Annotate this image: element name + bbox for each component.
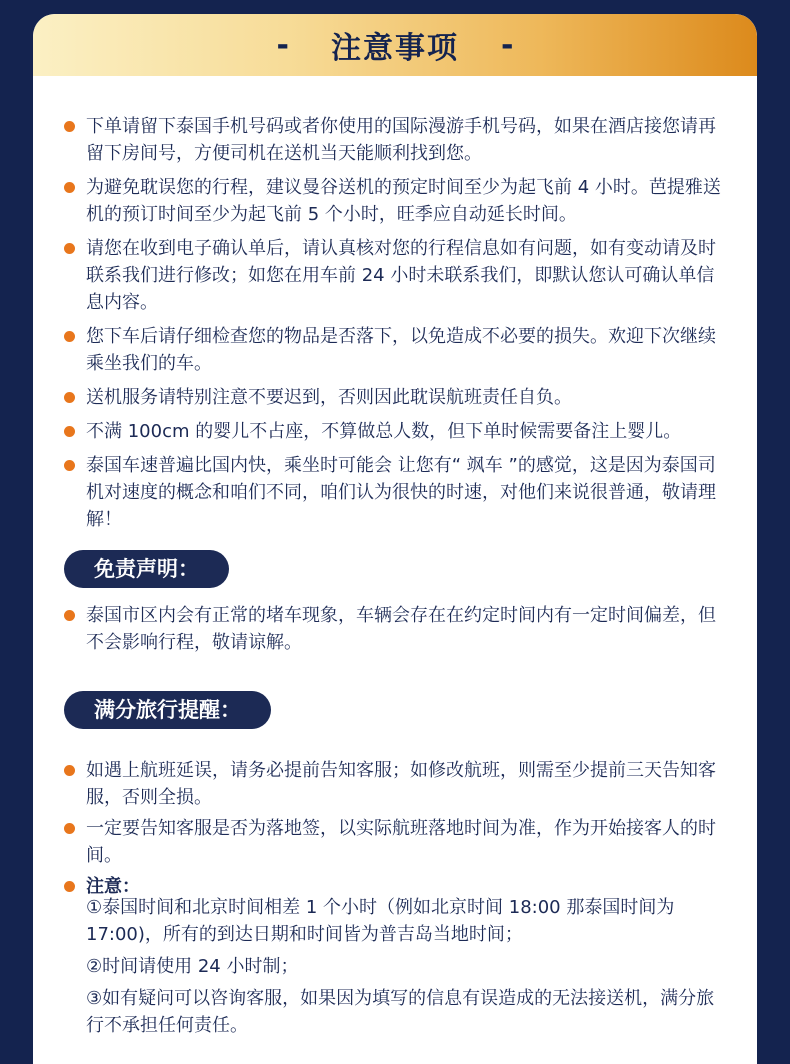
note-text: 不满 100cm 的婴儿不占座，不算做总人数，但下单时候需要备注上婴儿。 <box>86 421 682 442</box>
disclaimer-heading: 免责声明： <box>64 550 229 588</box>
list-item <box>33 174 757 228</box>
note-text: 您下车后请仔细检查您的物品是否落下，以免造成不必要的损失。欢迎下次继续乘坐我们的车。 <box>86 326 716 374</box>
list-item <box>33 757 757 811</box>
notice-label: 注意： <box>86 876 140 897</box>
bullet-icon <box>64 460 75 471</box>
note-text: 送机服务请特别注意不要迟到，否则因此耽误航班责任自负。 <box>86 387 572 408</box>
header-dash-left: - <box>276 27 289 63</box>
list-item <box>33 418 757 445</box>
bullet-icon <box>64 182 75 193</box>
bullet-icon <box>64 392 75 403</box>
list-item <box>33 602 757 656</box>
note-text: 泰国车速普遍比国内快，乘坐时可能会 让您有“ 飒车 ”的感觉，这是因为泰国司机对速度的概念和咱们不同，咱们认为很快的时速，对他们来说很普通，敬请理解！ <box>86 455 716 530</box>
page-title: 注意事项 <box>331 31 459 66</box>
note-text: 下单请留下泰国手机号码或者你使用的国际漫游手机号码，如果在酒店接您请再留下房间号，方便司机在送机当天能顺利找到您。 <box>86 116 716 164</box>
reminder-heading: 满分旅行提醒： <box>64 691 271 729</box>
bullet-icon <box>64 243 75 254</box>
bullet-icon <box>64 426 75 437</box>
bullet-icon <box>64 331 75 342</box>
bullet-icon <box>64 823 75 834</box>
bullet-icon <box>64 765 75 776</box>
notice-item: ①泰国时间和北京时间相差 1 个小时（例如北京时间 18:00 那泰国时间为 17:00)，所有的到达日期和时间皆为普吉岛当地时间； <box>86 897 675 945</box>
list-item <box>33 384 757 411</box>
bullet-icon <box>64 610 75 621</box>
reminder-list <box>33 757 757 904</box>
list-item <box>33 113 757 167</box>
notice-header <box>33 14 757 76</box>
list-item <box>33 323 757 377</box>
notice-sublist <box>33 894 757 1044</box>
notice-item: ③如有疑问可以咨询客服，如果因为填写的信息有误造成的无法接送机，满分旅行不承担任何责任。 <box>86 988 715 1036</box>
list-item <box>33 235 757 316</box>
notice-item: ②时间请使用 24 小时制； <box>86 956 299 977</box>
list-item <box>33 815 757 869</box>
reminder-text: 如遇上航班延误，请务必提前告知客服；如修改航班，则需至少提前三天告知客服，否则全损。 <box>86 760 716 808</box>
disclaimer-text: 泰国市区内会有正常的堵车现象，车辆会存在在约定时间内有一定时间偏差，但不会影响行程，敬请谅解。 <box>86 605 716 653</box>
disclaimer-list <box>33 602 757 656</box>
list-item <box>33 452 757 533</box>
note-text: 请您在收到电子确认单后，请认真核对您的行程信息如有问题，如有变动请及时联系我们进行修改；如您在用车前 24 小时未联系我们，即默认您认可确认单信息内容。 <box>86 238 716 313</box>
bullet-icon <box>64 121 75 132</box>
note-text: 为避免耽误您的行程，建议曼谷送机的预定时间至少为起飞前 4 小时。芭提雅送机的预订时间至少为起飞前 5 个小时，旺季应自动延长时间。 <box>86 177 721 225</box>
reminder-text: 一定要告知客服是否为落地签，以实际航班落地时间为准，作为开始接客人的时间。 <box>86 818 716 866</box>
notes-list <box>33 113 757 540</box>
notice-card <box>33 14 757 1064</box>
header-dash-right: - <box>501 27 514 63</box>
bullet-icon <box>64 881 75 892</box>
